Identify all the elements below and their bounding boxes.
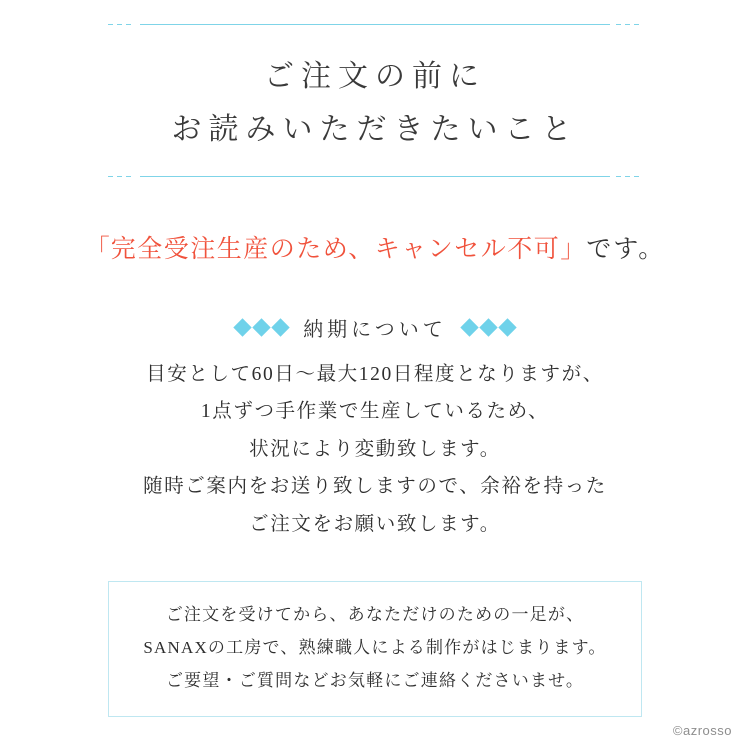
info-box-line: SANAXの工房で、熟練職人による制作がはじまります。 xyxy=(143,638,607,658)
page-title xyxy=(0,25,750,176)
delivery-heading-row xyxy=(0,313,750,342)
diamond-icon xyxy=(271,318,289,336)
delivery-line: 状況により変動致します。 xyxy=(249,438,501,460)
delivery-line: ご注文をお願い致します。 xyxy=(249,513,501,535)
delivery-section xyxy=(0,313,750,543)
diamond-group-right xyxy=(463,321,514,334)
delivery-heading: 納期について xyxy=(303,319,447,341)
diamond-icon xyxy=(498,318,516,336)
info-box xyxy=(108,581,642,716)
notice-open-bracket: 「 xyxy=(84,236,111,263)
copyright-credit: ©azrosso xyxy=(672,723,732,738)
info-box-line: ご要望・ご質問などお気軽にご連絡くださいませ。 xyxy=(165,671,585,691)
notice-close-bracket: 」 xyxy=(560,236,587,263)
divider-bottom xyxy=(140,176,610,177)
delivery-line: 随時ご案内をお送り致しますので、余裕を持った xyxy=(143,476,607,498)
page-title-line-2: お読みいただきたいこと xyxy=(171,112,579,146)
cancellation-notice xyxy=(0,229,750,265)
page-title-line-1: ご注文の前に xyxy=(264,60,486,93)
divider-top xyxy=(140,24,610,25)
diamond-icon xyxy=(460,318,478,336)
info-box-line: ご注文を受けてから、あなただけのための一足が、 xyxy=(165,605,585,625)
notice-tail-text: です。 xyxy=(586,236,666,263)
header xyxy=(0,0,750,177)
delivery-line: 1点ずつ手作業で生産しているため、 xyxy=(200,401,550,423)
diamond-group-left xyxy=(236,321,287,334)
diamond-icon xyxy=(252,318,270,336)
delivery-body xyxy=(0,356,750,543)
diamond-icon xyxy=(233,318,251,336)
notice-highlight-text: 完全受注生産のため、キャンセル不可 xyxy=(110,236,561,263)
diamond-icon xyxy=(479,318,497,336)
delivery-line: 目安として60日〜最大120日程度となりますが、 xyxy=(146,364,604,385)
